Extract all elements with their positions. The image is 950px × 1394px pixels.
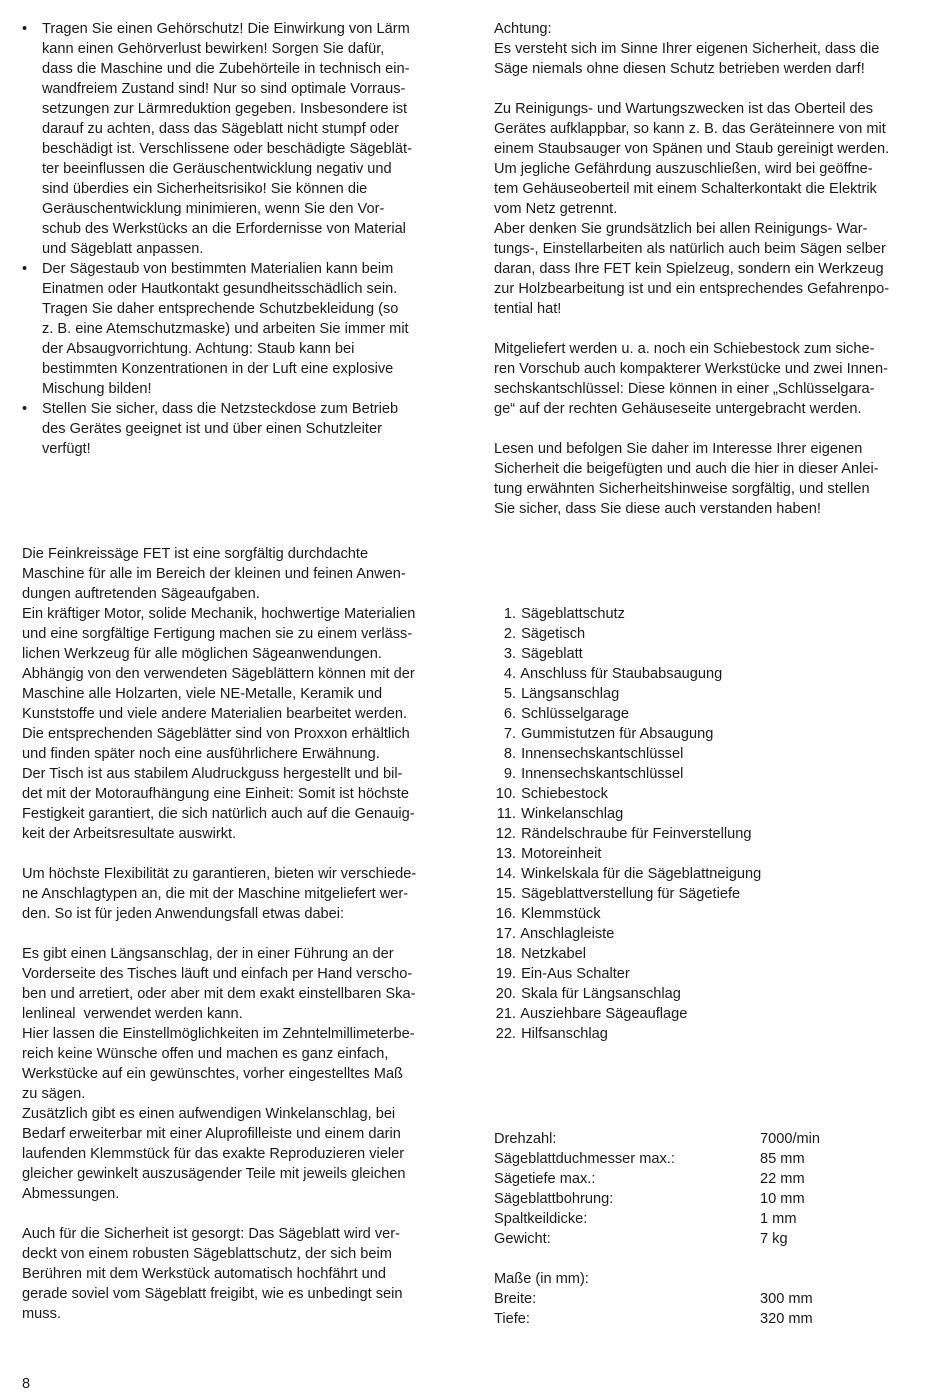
list-label: Schlüsselgarage: [521, 706, 629, 722]
text-line: darauf zu achten, dass das Sägeblatt nicht stumpf oder: [42, 121, 399, 137]
list-item: [490, 604, 930, 624]
list-item: [490, 724, 930, 744]
text-line: und eine sorgfältige Fertigung machen sie zu einem verläss-: [22, 626, 413, 642]
text-line: [22, 924, 462, 944]
list-number: 21.: [495, 1006, 516, 1022]
text-line: lichen Werkzeug für alle möglichen Sägeanwendungen.: [22, 646, 382, 662]
text-line: ge“ auf der rechten Gehäuseseite untergebracht werden.: [494, 401, 862, 417]
text-line: Zusätzlich gibt es einen aufwendigen Winkelanschlag, bei: [22, 1106, 396, 1122]
text-line: reich keine Wünsche offen und machen es ganz einfach,: [22, 1046, 389, 1062]
list-number: 12.: [495, 826, 516, 842]
list-number: 17.: [495, 926, 516, 942]
spec-value: 7 kg: [760, 1231, 788, 1247]
text-line: Mitgeliefert werden u. a. noch ein Schiebestock zum siche-: [494, 341, 875, 357]
text-line: und Sägeblatt anpassen.: [42, 241, 204, 257]
text-line: bestimmten Konzentrationen in der Luft eine explosive: [42, 361, 394, 377]
spec-label: Tiefe:: [494, 1311, 530, 1327]
text-line: laufenden Klemmstück für das exakte Reproduzieren vieler: [22, 1146, 405, 1162]
spec-row: [494, 1289, 934, 1309]
text-line: Stellen Sie sicher, dass die Netzsteckdose zum Betrieb: [42, 401, 399, 417]
list-item: [490, 704, 930, 724]
list-item: [490, 684, 930, 704]
text-line: Die entsprechenden Sägeblätter sind von Proxxon erhältlich: [22, 726, 410, 742]
text-line: Aber denken Sie grundsätzlich bei allen Reinigungs- War-: [494, 221, 868, 237]
text-line: vom Netz getrennt.: [494, 201, 618, 217]
text-line: ren Vorschub auch kompakterer Werkstücke und zwei Innen-: [494, 361, 888, 377]
spec-label: Sägeblattduchmesser max.:: [494, 1151, 675, 1167]
spec-label: Gewicht:: [494, 1231, 551, 1247]
text-line: Vorderseite des Tisches läuft und einfach per Hand verscho-: [22, 966, 413, 982]
text-line: den. So ist für jeden Anwendungsfall etwas dabei:: [22, 906, 345, 922]
text-line: Abhängig von den verwendeten Sägeblättern können mit der: [22, 666, 415, 682]
text-line: Einatmen oder Hautkontakt gesundheitsschädlich sein.: [42, 281, 398, 297]
spec-label: Breite:: [494, 1291, 537, 1307]
text-line: lenlineal verwendet werden kann.: [22, 1006, 243, 1022]
text-line: keit der Arbeitsresultate auswirkt.: [22, 826, 237, 842]
text-line: Berühren mit dem Werkstück automatisch hochfährt und: [22, 1266, 386, 1282]
list-number: 3.: [503, 646, 516, 662]
spec-row: [494, 1309, 934, 1329]
spec-row: [494, 1189, 934, 1209]
list-number: 13.: [495, 846, 516, 862]
text-line: Der Sägestaub von bestimmten Materialien kann beim: [42, 261, 394, 277]
spec-value: 300 mm: [760, 1291, 813, 1307]
list-label: Netzkabel: [521, 946, 586, 962]
list-number: 10.: [495, 786, 516, 802]
dims-title: Maße (in mm):: [494, 1271, 589, 1287]
text-line: ter beeinflussen die Geräuschentwicklung negativ und: [42, 161, 392, 177]
text-line: Die Feinkreissäge FET ist eine sorgfältig durchdachte: [22, 546, 369, 562]
spec-value: 320 mm: [760, 1311, 813, 1327]
spec-value: 7000/min: [760, 1131, 821, 1147]
text-line: des Gerätes geeignet ist und über einen Schutzleiter: [42, 421, 382, 437]
list-number: 2.: [503, 626, 516, 642]
list-number: 1.: [503, 606, 516, 622]
spec-value: 1 mm: [760, 1211, 797, 1227]
text-line: Sie sicher, dass Sie diese auch verstanden haben!: [494, 501, 821, 517]
list-number: 15.: [495, 886, 516, 902]
list-item: [490, 844, 930, 864]
bullet-item: [22, 259, 462, 399]
text-line: zur Holzbearbeitung ist und ein entsprechendes Gefahrenpo-: [494, 281, 890, 297]
list-label: Winkelanschlag: [521, 806, 624, 822]
list-label: Sägeblatt: [521, 646, 583, 662]
text-line: Hier lassen die Einstellmöglichkeiten im Zehntelmillimeterbe-: [22, 1026, 415, 1042]
list-label: Rändelschraube für Feinverstellung: [521, 826, 752, 842]
text-line: Tragen Sie einen Gehörschutz! Die Einwirkung von Lärm: [42, 21, 410, 37]
text-line: z. B. eine Atemschutzmaske) und arbeiten Sie immer mit: [42, 321, 409, 337]
spec-label: Spaltkeildicke:: [494, 1211, 588, 1227]
list-item: [490, 924, 930, 944]
text-line: Es gibt einen Längsanschlag, der in einer Führung an der: [22, 946, 394, 962]
list-item: [490, 864, 930, 884]
list-item: [490, 984, 930, 1004]
list-item: [490, 744, 930, 764]
list-item: [490, 764, 930, 784]
text-line: [22, 844, 462, 864]
spec-row: [494, 1169, 934, 1189]
text-line: verfügt!: [42, 441, 91, 457]
list-number: 16.: [495, 906, 516, 922]
text-line: deckt von einem robusten Sägeblattschutz, der sich beim: [22, 1246, 392, 1262]
text-line: tem Gehäuseoberteil mit einem Schalterkontakt die Elektrik: [494, 181, 877, 197]
list-item: [490, 664, 930, 684]
text-line: [22, 1204, 462, 1224]
list-label: Längsanschlag: [521, 686, 620, 702]
list-label: Winkelskala für die Sägeblattneigung: [521, 866, 762, 882]
list-label: Motoreinheit: [521, 846, 602, 862]
text-line: dass die Maschine und die Zubehörteile in technisch ein-: [42, 61, 410, 77]
text-line: tungs-, Einstellarbeiten als natürlich auch beim Sägen selber: [494, 241, 886, 257]
text-line: Um höchste Flexibilität zu garantieren, bieten wir verschiede-: [22, 866, 417, 882]
text-line: sechskantschlüssel: Diese können in einer „Schlüsselgara-: [494, 381, 875, 397]
text-line: sind überdies ein Sicherheitsrisiko! Sie können die: [42, 181, 368, 197]
list-number: 11.: [496, 806, 516, 822]
text-line: [494, 79, 934, 99]
list-item: [490, 904, 930, 924]
list-number: 7.: [503, 726, 516, 742]
list-number: 5.: [503, 686, 516, 702]
text-line: tung erwähnten Sicherheitshinweise sorgfältig, und stellen: [494, 481, 870, 497]
spec-value: 85 mm: [760, 1151, 805, 1167]
list-number: 20.: [495, 986, 516, 1002]
list-label: Anschluss für Staubabsaugung: [520, 666, 723, 682]
list-item: [490, 964, 930, 984]
spacer: [494, 1249, 934, 1269]
page-number: 8: [22, 1376, 31, 1392]
text-line: Sicherheit die beigefügten und auch die hier in dieser Anlei-: [494, 461, 879, 477]
text-line: tential hat!: [494, 301, 562, 317]
list-number: 14.: [495, 866, 516, 882]
text-line: schub des Werkstücks an die Erfordernisse von Material: [42, 221, 406, 237]
list-item: [490, 804, 930, 824]
list-label: Innensechskantschlüssel: [521, 746, 684, 762]
list-number: 19.: [495, 966, 516, 982]
text-line: Maschine für alle im Bereich der kleinen und feinen Anwen-: [22, 566, 406, 582]
list-label: Sägeblattverstellung für Sägetiefe: [521, 886, 741, 902]
list-item: [490, 644, 930, 664]
spec-row: [494, 1229, 934, 1249]
text-line: daran, dass Ihre FET kein Spielzeug, sondern ein Werkzeug: [494, 261, 884, 277]
text-line: [494, 419, 934, 439]
text-line: Gerätes aufklappbar, so kann z. B. das Geräteinnere von mit: [494, 121, 886, 137]
spec-row: [494, 1149, 934, 1169]
text-line: Auch für die Sicherheit ist gesorgt: Das Sägeblatt wird ver-: [22, 1226, 400, 1242]
list-number: 18.: [495, 946, 516, 962]
list-label: Sägetisch: [521, 626, 586, 642]
list-label: Skala für Längsanschlag: [521, 986, 681, 1002]
spec-table: [494, 1129, 934, 1329]
list-item: [490, 944, 930, 964]
bullet-item: [22, 399, 462, 459]
list-item: [490, 1024, 930, 1044]
safety-bullet-list: [22, 19, 462, 459]
bullet-marker: •: [22, 261, 28, 277]
spec-value: 10 mm: [760, 1191, 805, 1207]
bullet-item: [22, 19, 462, 259]
text-line: zu sägen.: [22, 1086, 86, 1102]
text-line: gleicher gewinkelt auszusägender Teile mit jeweils gleichen: [22, 1166, 406, 1182]
text-line: Um jegliche Gefährdung auszuschließen, wird bei geöffne-: [494, 161, 873, 177]
list-label: Klemmstück: [521, 906, 601, 922]
list-item: [490, 624, 930, 644]
text-line: Abmessungen.: [22, 1186, 120, 1202]
list-label: Sägeblattschutz: [521, 606, 625, 622]
list-label: Ausziehbare Sägeauflage: [520, 1006, 688, 1022]
list-label: Gummistutzen für Absaugung: [521, 726, 714, 742]
text-line: ben und arretiert, oder aber mit dem exakt einstellbaren Ska-: [22, 986, 416, 1002]
text-line: wandfreiem Zustand sind! Nur so sind optimale Vorraus-: [42, 81, 406, 97]
text-line: der Absaugvorrichtung. Achtung: Staub kann bei: [42, 341, 355, 357]
text-line: und finden später noch eine ausführlichere Erwähnung.: [22, 746, 380, 762]
warning-text: [494, 19, 934, 519]
list-item: [490, 784, 930, 804]
text-line: Mischung bilden!: [42, 381, 152, 397]
list-number: 6.: [503, 706, 516, 722]
text-line: Lesen und befolgen Sie daher im Interesse Ihrer eigenen: [494, 441, 863, 457]
text-line: Maschine alle Holzarten, viele NE-Metalle, Keramik und: [22, 686, 383, 702]
list-label: Ein-Aus Schalter: [521, 966, 630, 982]
text-line: muss.: [22, 1306, 61, 1322]
text-line: setzungen zur Lärmreduktion gegeben. Insbesondere ist: [42, 101, 408, 117]
spec-row: [494, 1129, 934, 1149]
text-line: Es versteht sich im Sinne Ihrer eigenen Sicherheit, dass die: [494, 41, 880, 57]
list-label: Anschlagleiste: [520, 926, 615, 942]
list-number: 8.: [503, 746, 516, 762]
text-line: Kunststoffe und viele andere Materialien bearbeitet werden.: [22, 706, 408, 722]
text-line: Zu Reinigungs- und Wartungszwecken ist das Oberteil des: [494, 101, 874, 117]
text-line: Ein kräftiger Motor, solide Mechanik, hochwertige Materialien: [22, 606, 416, 622]
list-number: 9.: [503, 766, 516, 782]
bullet-marker: •: [22, 21, 28, 37]
spec-label: Sägeblattbohrung:: [494, 1191, 614, 1207]
list-item: [490, 884, 930, 904]
text-line: Achtung:: [494, 21, 552, 37]
list-item: [490, 1004, 930, 1024]
text-line: [494, 319, 934, 339]
list-number: 22.: [495, 1026, 516, 1042]
bullet-marker: •: [22, 401, 28, 417]
text-line: Tragen Sie daher entsprechende Schutzbekleidung (so: [42, 301, 399, 317]
intro-text: [22, 544, 462, 1324]
text-line: kann einen Gehörverlust bewirken! Sorgen Sie dafür,: [42, 41, 385, 57]
text-line: Werkstücke auf ein gewünschtes, vorher eingestelltes Maß: [22, 1066, 403, 1082]
spec-label: Sägetiefe max.:: [494, 1171, 596, 1187]
text-line: Bedarf erweiterbar mit einer Aluprofilleiste und einem darin: [22, 1126, 401, 1142]
text-line: det mit der Motoraufhängung eine Einheit: Somit ist höchste: [22, 786, 409, 802]
text-line: einem Staubsauger von Spänen und Staub gereinigt werden.: [494, 141, 890, 157]
text-line: Säge niemals ohne diesen Schutz betrieben werden darf!: [494, 61, 865, 77]
parts-list: [490, 604, 930, 1044]
spec-row: [494, 1209, 934, 1229]
text-line: Geräuschentwicklung minimieren, wenn Sie den Vor-: [42, 201, 385, 217]
text-line: beschädigt ist. Verschlissene oder beschädigte Sägeblät-: [42, 141, 412, 157]
text-line: ne Anschlagtypen an, die mit der Maschine mitgeliefert wer-: [22, 886, 409, 902]
text-line: dungen auftretenden Sägeaufgaben.: [22, 586, 260, 602]
list-item: [490, 824, 930, 844]
list-number: 4.: [503, 666, 516, 682]
spec-label: Drehzahl:: [494, 1131, 557, 1147]
text-line: Der Tisch ist aus stabilem Aludruckguss hergestellt und bil-: [22, 766, 403, 782]
text-line: gerade soviel vom Sägeblatt freigibt, wie es unbedingt sein: [22, 1286, 403, 1302]
list-label: Schiebestock: [521, 786, 608, 802]
text-line: Festigkeit garantiert, die sich natürlich auch auf die Genauig-: [22, 806, 415, 822]
list-label: Hilfsanschlag: [521, 1026, 608, 1042]
spec-value: 22 mm: [760, 1171, 805, 1187]
list-label: Innensechskantschlüssel: [521, 766, 684, 782]
